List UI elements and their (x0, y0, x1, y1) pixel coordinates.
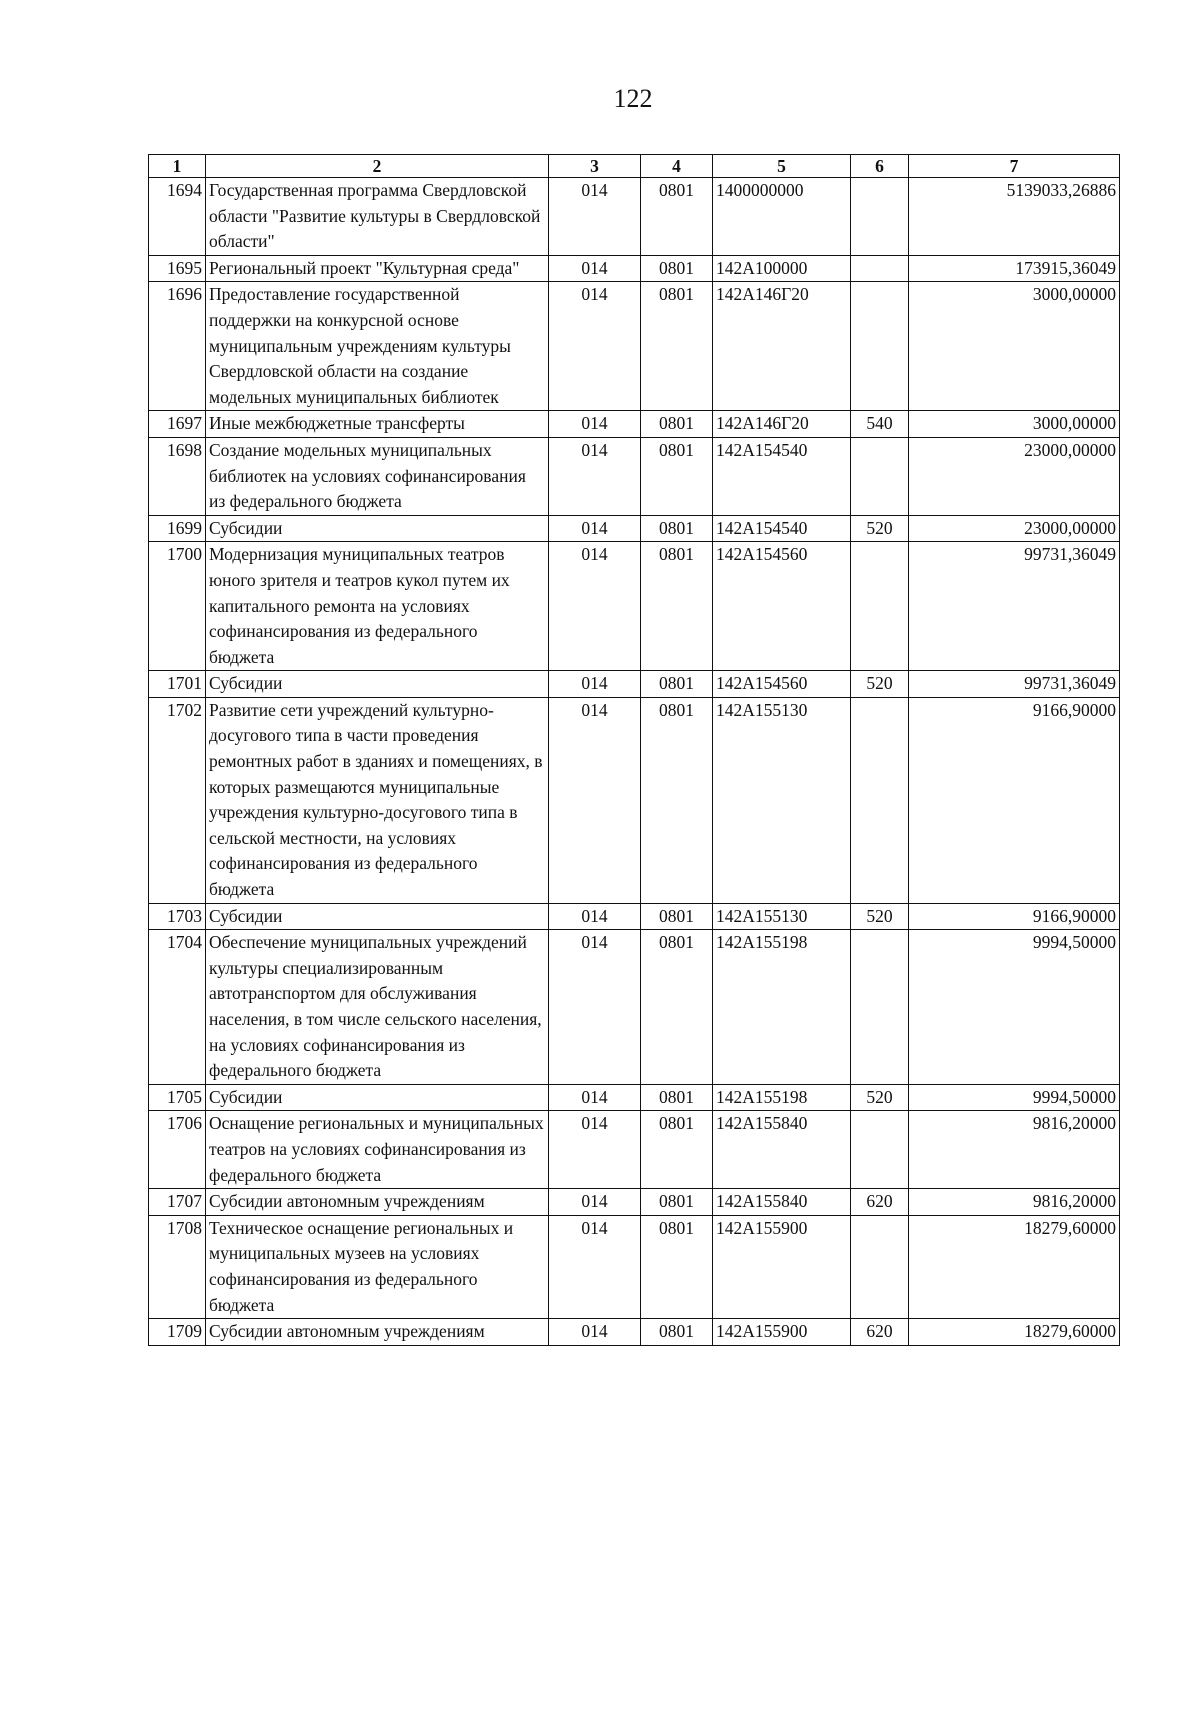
amount: 99731,36049 (909, 671, 1120, 698)
row-description: Субсидии (206, 903, 549, 930)
amount: 18279,60000 (909, 1215, 1120, 1318)
row-description: Техническое оснащение региональных и муниципальных музеев на условиях софинансирования из федерального бюджета (206, 1215, 549, 1318)
amount: 18279,60000 (909, 1319, 1120, 1346)
ministry-code: 014 (549, 411, 641, 438)
target-article-code: 142A146Г20 (713, 411, 851, 438)
row-number: 1694 (149, 178, 206, 256)
expense-type-code: 520 (851, 1084, 909, 1111)
page-number: 122 (613, 84, 653, 113)
amount: 9816,20000 (909, 1111, 1120, 1189)
row-number: 1700 (149, 542, 206, 671)
column-header: 2 (206, 155, 549, 178)
table-row (149, 697, 1120, 903)
column-header: 6 (851, 155, 909, 178)
target-article-code: 142A155900 (713, 1215, 851, 1318)
row-number: 1705 (149, 1084, 206, 1111)
expense-type-code (851, 542, 909, 671)
amount: 173915,36049 (909, 255, 1120, 282)
expense-type-code: 520 (851, 671, 909, 698)
expense-type-code (851, 1111, 909, 1189)
table-row (149, 671, 1120, 698)
column-header: 4 (641, 155, 713, 178)
table-row (149, 282, 1120, 411)
row-description: Региональный проект "Культурная среда" (206, 255, 549, 282)
table-row (149, 1319, 1120, 1346)
column-header: 3 (549, 155, 641, 178)
section-code: 0801 (641, 515, 713, 542)
row-description: Развитие сети учреждений культурно-досугового типа в части проведения ремонтных работ в зданиях и помещениях, в которых размещаются муниципальные учреждения культурно-досугового типа в сельской местности, на условиях софинансирования из федерального бюджета (206, 697, 549, 903)
section-code: 0801 (641, 542, 713, 671)
ministry-code: 014 (549, 697, 641, 903)
table-row (149, 542, 1120, 671)
expense-type-code (851, 282, 909, 411)
ministry-code: 014 (549, 437, 641, 515)
row-number: 1707 (149, 1189, 206, 1216)
table-row (149, 178, 1120, 256)
row-description: Модернизация муниципальных театров юного зрителя и театров кукол путем их капитального ремонта на условиях софинансирования из федерального бюджета (206, 542, 549, 671)
row-number: 1709 (149, 1319, 206, 1346)
amount: 99731,36049 (909, 542, 1120, 671)
expense-type-code: 620 (851, 1189, 909, 1216)
section-code: 0801 (641, 1084, 713, 1111)
section-code: 0801 (641, 671, 713, 698)
row-number: 1701 (149, 671, 206, 698)
target-article-code: 142A155198 (713, 1084, 851, 1111)
row-description: Государственная программа Свердловской области "Развитие культуры в Свердловской области" (206, 178, 549, 256)
row-number: 1702 (149, 697, 206, 903)
ministry-code: 014 (549, 1189, 641, 1216)
target-article-code: 142A154540 (713, 437, 851, 515)
table-row (149, 411, 1120, 438)
ministry-code: 014 (549, 178, 641, 256)
expense-type-code (851, 437, 909, 515)
section-code: 0801 (641, 178, 713, 256)
row-number: 1704 (149, 930, 206, 1085)
expense-type-code (851, 1215, 909, 1318)
section-code: 0801 (641, 282, 713, 411)
expense-type-code (851, 178, 909, 256)
row-number: 1698 (149, 437, 206, 515)
table-row (149, 255, 1120, 282)
row-description: Субсидии (206, 671, 549, 698)
amount: 9994,50000 (909, 1084, 1120, 1111)
ministry-code: 014 (549, 1319, 641, 1346)
target-article-code: 142A155130 (713, 697, 851, 903)
section-code: 0801 (641, 1111, 713, 1189)
amount: 5139033,26886 (909, 178, 1120, 256)
expense-type-code (851, 697, 909, 903)
row-number: 1697 (149, 411, 206, 438)
column-header: 7 (909, 155, 1120, 178)
target-article-code: 142A154540 (713, 515, 851, 542)
expense-type-code: 540 (851, 411, 909, 438)
row-description: Предоставление государственной поддержки на конкурсной основе муниципальным учреждениям культуры Свердловской области на создание модельных муниципальных библиотек (206, 282, 549, 411)
expense-type-code (851, 930, 909, 1085)
target-article-code: 142A155840 (713, 1111, 851, 1189)
expense-type-code (851, 255, 909, 282)
expense-type-code: 620 (851, 1319, 909, 1346)
header-row (149, 155, 1120, 178)
amount: 9816,20000 (909, 1189, 1120, 1216)
section-code: 0801 (641, 697, 713, 903)
amount: 23000,00000 (909, 515, 1120, 542)
row-description: Субсидии (206, 515, 549, 542)
section-code: 0801 (641, 411, 713, 438)
target-article-code: 142A155198 (713, 930, 851, 1085)
row-description: Субсидии автономным учреждениям (206, 1319, 549, 1346)
row-number: 1703 (149, 903, 206, 930)
expense-type-code: 520 (851, 515, 909, 542)
expense-type-code: 520 (851, 903, 909, 930)
row-number: 1699 (149, 515, 206, 542)
row-description: Субсидии (206, 1084, 549, 1111)
amount: 9166,90000 (909, 697, 1120, 903)
amount: 9166,90000 (909, 903, 1120, 930)
table-row (149, 1111, 1120, 1189)
ministry-code: 014 (549, 255, 641, 282)
row-number: 1695 (149, 255, 206, 282)
column-header: 5 (713, 155, 851, 178)
row-description: Обеспечение муниципальных учреждений культуры специализированным автотранспортом для обслуживания населения, в том числе сельского населения, на условиях софинансирования из федерального бюджета (206, 930, 549, 1085)
row-description: Субсидии автономным учреждениям (206, 1189, 549, 1216)
section-code: 0801 (641, 903, 713, 930)
section-code: 0801 (641, 930, 713, 1085)
target-article-code: 142A146Г20 (713, 282, 851, 411)
section-code: 0801 (641, 255, 713, 282)
column-header: 1 (149, 155, 206, 178)
section-code: 0801 (641, 1319, 713, 1346)
target-article-code: 142A154560 (713, 671, 851, 698)
ministry-code: 014 (549, 930, 641, 1085)
table-row (149, 1084, 1120, 1111)
target-article-code: 142A100000 (713, 255, 851, 282)
section-code: 0801 (641, 437, 713, 515)
table-row (149, 515, 1120, 542)
table-row (149, 1189, 1120, 1216)
ministry-code: 014 (549, 515, 641, 542)
table-row (149, 437, 1120, 515)
table-row (149, 903, 1120, 930)
target-article-code: 142A155840 (713, 1189, 851, 1216)
amount: 23000,00000 (909, 437, 1120, 515)
row-number: 1708 (149, 1215, 206, 1318)
amount: 3000,00000 (909, 411, 1120, 438)
ministry-code: 014 (549, 282, 641, 411)
target-article-code: 142A155900 (713, 1319, 851, 1346)
amount: 3000,00000 (909, 282, 1120, 411)
ministry-code: 014 (549, 542, 641, 671)
row-description: Иные межбюджетные трансферты (206, 411, 549, 438)
ministry-code: 014 (549, 671, 641, 698)
ministry-code: 014 (549, 903, 641, 930)
row-number: 1696 (149, 282, 206, 411)
ministry-code: 014 (549, 1111, 641, 1189)
section-code: 0801 (641, 1189, 713, 1216)
target-article-code: 142A155130 (713, 903, 851, 930)
row-description: Создание модельных муниципальных библиотек на условиях софинансирования из федерального бюджета (206, 437, 549, 515)
ministry-code: 014 (549, 1215, 641, 1318)
target-article-code: 142A154560 (713, 542, 851, 671)
target-article-code: 1400000000 (713, 178, 851, 256)
table-row (149, 1215, 1120, 1318)
budget-table (148, 154, 1120, 1346)
row-number: 1706 (149, 1111, 206, 1189)
row-description: Оснащение региональных и муниципальных театров на условиях софинансирования из федерального бюджета (206, 1111, 549, 1189)
table-row (149, 930, 1120, 1085)
ministry-code: 014 (549, 1084, 641, 1111)
amount: 9994,50000 (909, 930, 1120, 1085)
section-code: 0801 (641, 1215, 713, 1318)
